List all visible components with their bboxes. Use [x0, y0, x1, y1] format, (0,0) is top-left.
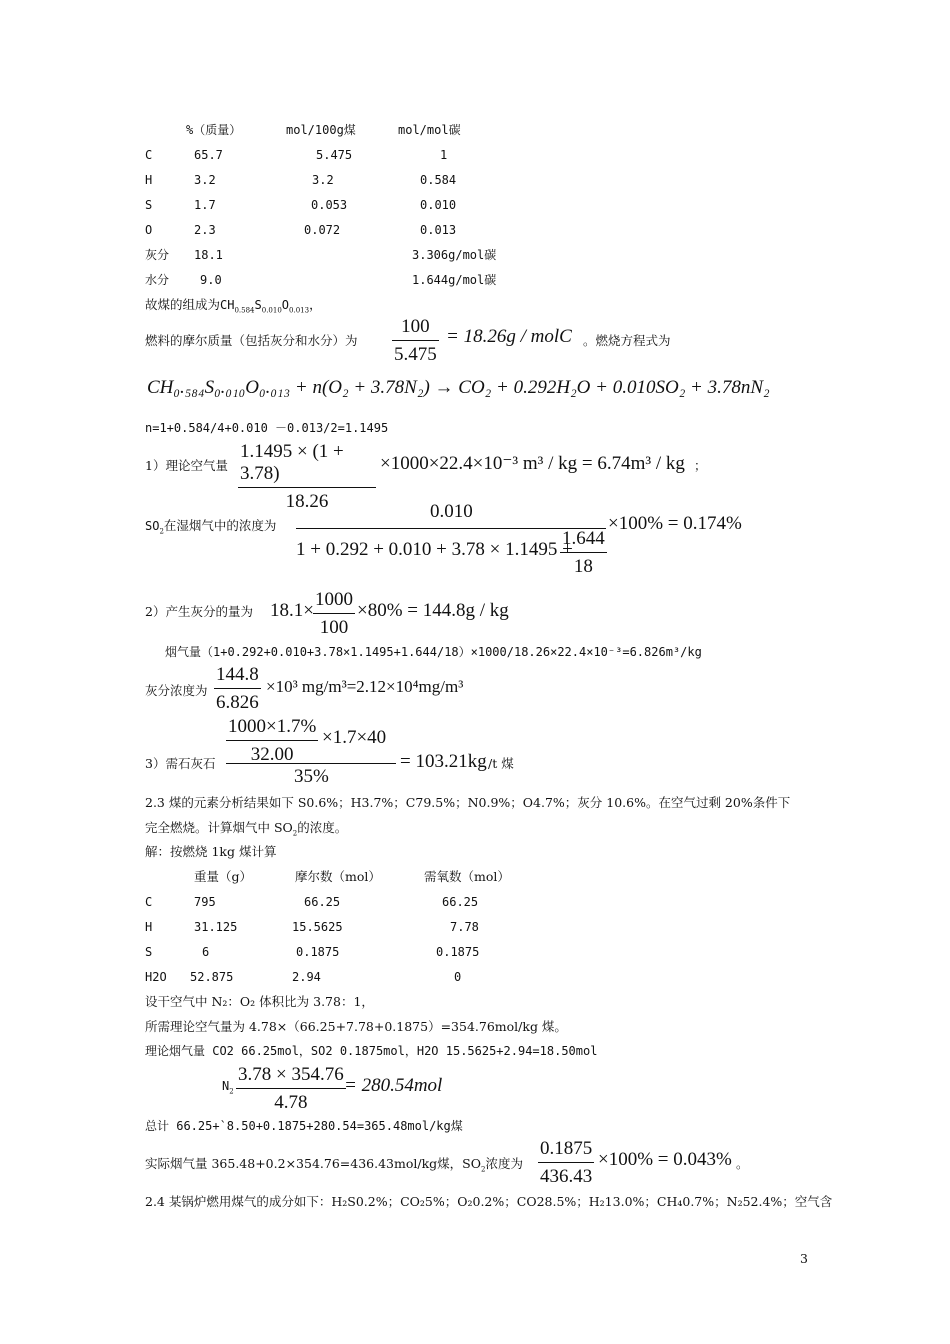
q2-fraction: 1000 100 — [315, 589, 353, 638]
problem24-line: 2.4 某锅炉燃用煤气的成分如下：H₂S0.2%；CO₂5%；O₂0.2%；CO28.5%；H₂13.0%；CH₄0.7%；N₂52.4%；空气含 — [145, 1194, 833, 1209]
flue-gas-volume: 烟气量（1+0.292+0.010+3.78×1.1495+1.644/18）×1000/18.26×22.4×10⁻³=6.826m³/kg — [165, 645, 702, 659]
table2-cell: 66.25 — [304, 895, 341, 909]
table2-cell: 6 — [202, 945, 210, 959]
table2-cell: 31.125 — [194, 920, 238, 934]
so2-denominator: 1 + 0.292 + 0.010 + 3.78 × 1.1495 + — [296, 539, 573, 560]
table1-cell: 0.053 — [311, 198, 348, 212]
table1-cell: 9.0 — [200, 273, 222, 287]
table1-cell: 1.644g/mol碳 — [412, 273, 497, 287]
table1-cell: 3.2 — [312, 173, 334, 187]
ash-conc-result: ×10³ mg/m³=2.12×10⁴mg/m³ — [266, 677, 464, 696]
n2-result: = 280.54mol — [344, 1075, 443, 1096]
table1-cell: 3.306g/mol碳 — [412, 248, 497, 262]
q3-inner-mult: ×1.7×40 — [322, 727, 387, 748]
q3-fraction-bar — [226, 763, 396, 764]
table1-cell: 水分 — [145, 273, 170, 287]
table1-cell: 5.475 — [316, 148, 353, 162]
table1-header-molc: mol/mol碳 — [398, 123, 461, 137]
n2-label: $N_2$ — [222, 1079, 234, 1096]
q3-label: 3）需石灰石 — [145, 756, 216, 771]
table1-cell: H — [145, 173, 153, 187]
table1-cell: C — [145, 148, 153, 162]
ash-conc-label: 灰分浓度为 — [145, 683, 208, 698]
q3-inner-fraction: 1000×1.7% 32.00 — [228, 716, 317, 765]
table2-cell: 66.25 — [442, 895, 479, 909]
q3-unit: /t 煤 — [488, 756, 514, 771]
table2-header-mol: 摩尔数（mol） — [295, 869, 381, 884]
table1-cell: 0.072 — [304, 223, 341, 237]
q2-lead: 18.1× — [270, 600, 314, 621]
table1-cell: 65.7 — [194, 148, 223, 162]
so2-den-fraction: 1.644 18 — [562, 528, 605, 577]
coal-composition: 故煤的组成为$CH_{0.584}S_{0.010}O_{0.013}$， — [145, 297, 322, 315]
n-calculation: n=1+0.584/4+0.010 －0.013/2=1.1495 — [145, 421, 389, 435]
table1-cell: 1 — [440, 148, 448, 162]
table1-cell: 3.2 — [194, 173, 216, 187]
table2-cell: 52.875 — [190, 970, 234, 984]
actual-result: ×100% = 0.043% — [598, 1149, 732, 1170]
combustion-eq-label: 。燃烧方程式为 — [583, 333, 671, 348]
q1-label: 1）理论空气量 — [145, 458, 228, 473]
actual-flue-prefix: 实际烟气量 365.48+0.2×354.76=436.43mol/kg煤，$SO_2$浓度为 — [145, 1156, 523, 1174]
table1-cell: O — [145, 223, 153, 237]
table1-cell: 18.1 — [194, 248, 223, 262]
ash-conc-fraction: 144.8 6.826 — [216, 664, 259, 713]
table2-cell: C — [145, 895, 153, 909]
so2-label: $SO_2$在湿烟气中的浓度为 — [145, 518, 277, 536]
table2-cell: 0.1875 — [436, 945, 480, 959]
table1-cell: 0.010 — [420, 198, 457, 212]
air-ratio: 设干空气中 N₂：O₂ 体积比为 3.78：1， — [145, 994, 374, 1009]
so2-result: ×100% = 0.174% — [608, 513, 742, 534]
table2-cell: H2O — [145, 970, 167, 984]
q2-result: ×80% = 144.8g / kg — [357, 600, 509, 621]
page-number: 3 — [800, 1251, 808, 1266]
table2-header-o2: 需氧数（mol） — [424, 869, 510, 884]
table1-header-mol: mol/100g煤 — [286, 123, 356, 137]
table2-cell: 0 — [454, 970, 462, 984]
molar-mass-label: 燃料的摩尔质量（包括灰分和水分）为 — [145, 333, 358, 348]
molar-mass-result: = 18.26g / molC — [446, 326, 572, 347]
so2-numerator: 0.010 — [430, 501, 473, 522]
combustion-equation: CH₀.₅₈₄S₀.₀₁₀O₀.₀₁₃ + n(O₂ + 3.78N₂) → CO₂ + 0.292H₂O + 0.010SO₂ + 3.78nN₂ — [147, 377, 770, 398]
table2-header-weight: 重量（g） — [194, 869, 253, 884]
q2-label: 2）产生灰分的量为 — [145, 604, 253, 619]
q3-denominator: 35% — [294, 766, 329, 787]
table2-cell: 15.5625 — [292, 920, 343, 934]
q1-fraction: 1.1495 × (1 + 3.78) 18.26 — [238, 441, 376, 513]
actual-end: 。 — [736, 1156, 749, 1171]
solution-intro: 解：按燃烧 1kg 煤计算 — [145, 844, 277, 859]
table2-cell: 0.1875 — [296, 945, 340, 959]
actual-fraction: 0.1875 436.43 — [540, 1138, 593, 1187]
q3-result: = 103.21kg — [400, 751, 487, 772]
table2-cell: 2.94 — [292, 970, 321, 984]
table2-cell: H — [145, 920, 153, 934]
molar-mass-fraction: 100 5.475 — [394, 316, 437, 365]
theory-air: 所需理论空气量为 4.78×（66.25+7.78+0.1875）=354.76mol/kg 煤。 — [145, 1019, 567, 1034]
total-flue: 总计 66.25+`8.50+0.1875+280.54=365.48mol/kg煤 — [145, 1119, 463, 1133]
theory-flue: 理论烟气量 CO2 66.25mol，SO2 0.1875mol，H2O 15.5625+2.94=18.50mol — [145, 1044, 598, 1058]
table1-cell: 1.7 — [194, 198, 216, 212]
q1-result: ×1000×22.4×10⁻³ m³ / kg = 6.74m³ / kg — [380, 453, 685, 474]
table1-cell: 0.013 — [420, 223, 457, 237]
table1-header-mass: %（质量） — [186, 123, 242, 137]
table2-cell: S — [145, 945, 153, 959]
table1-cell: 灰分 — [145, 248, 170, 262]
table1-cell: 0.584 — [420, 173, 457, 187]
q1-suffix: ； — [694, 458, 707, 473]
table2-cell: 795 — [194, 895, 216, 909]
table1-cell: S — [145, 198, 153, 212]
table2-cell: 7.78 — [450, 920, 479, 934]
problem23-line2: 完全燃烧。计算烟气中 $SO_2$的浓度。 — [145, 820, 348, 838]
problem23-line1: 2.3 煤的元素分析结果如下 S0.6%；H3.7%；C79.5%；N0.9%；O4.7%；灰分 10.6%。在空气过剩 20%条件下 — [145, 795, 791, 810]
table1-cell: 2.3 — [194, 223, 216, 237]
n2-fraction: 3.78 × 354.76 4.78 — [238, 1064, 344, 1113]
